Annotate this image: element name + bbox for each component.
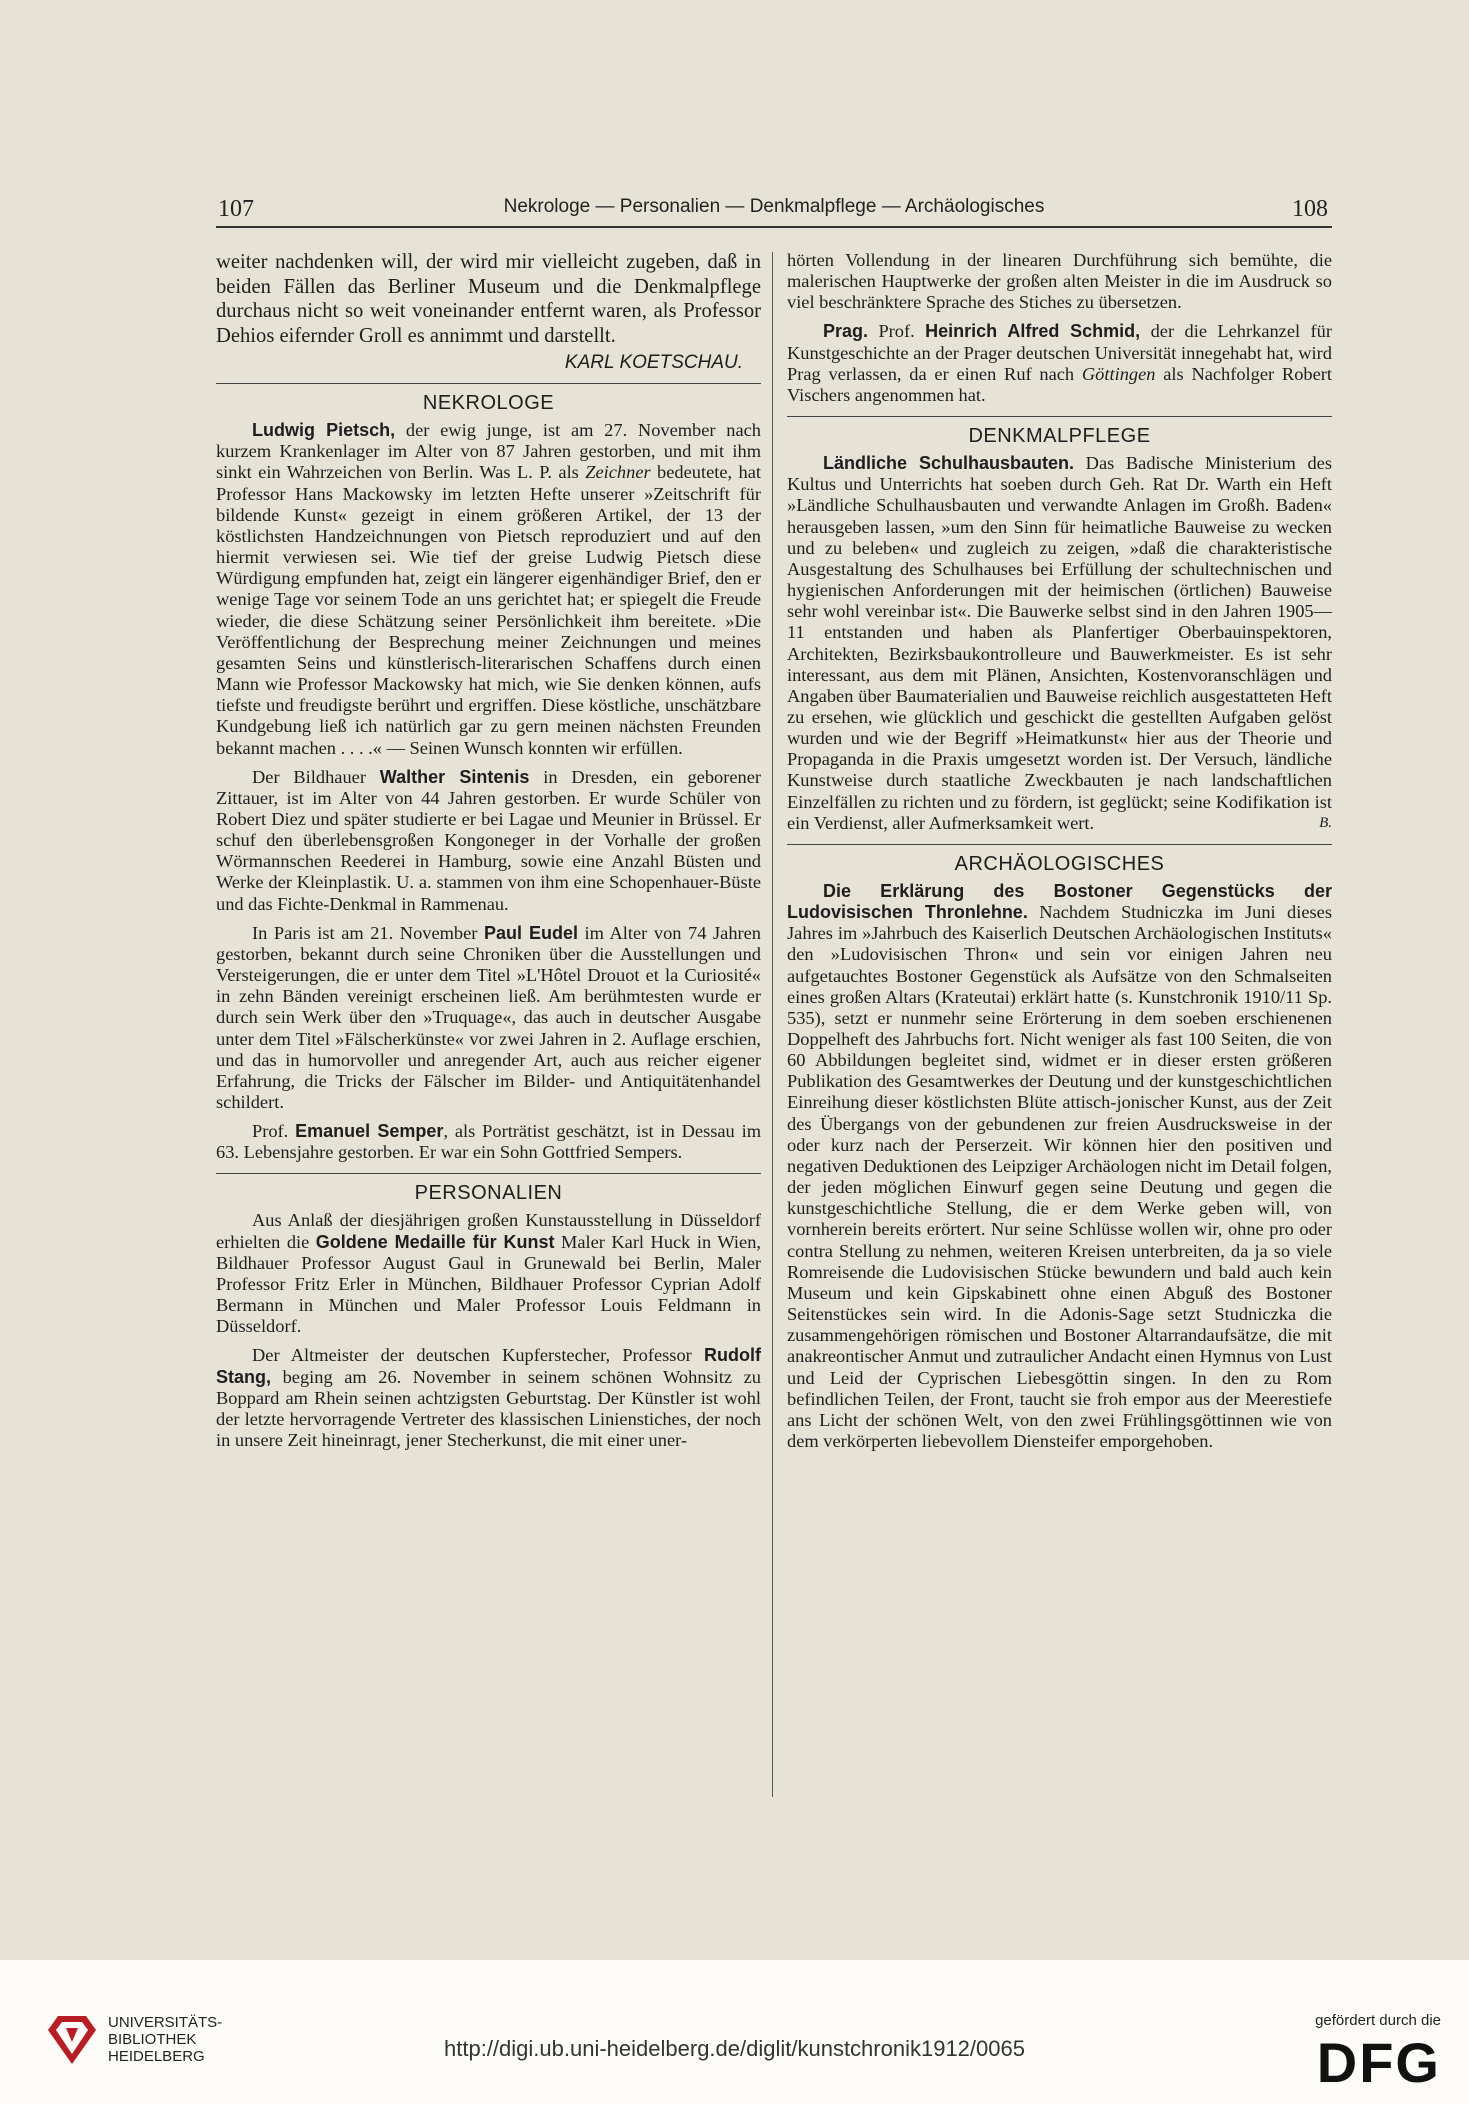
article-eudel: In Paris ist am 21. November Paul Eudel im Alter von 74 Jahren gestorben, bekannt durch seine Chroniken über die Ausstellungen und Versteigerungen, die er unter dem Titel »L'Hôtel Drouot et la Curiosité« in zehn Bänden vereinigt erscheinen ließ. Am berühmtesten wurde er durch sein Werk über den »Truquage«, das auch in deutscher Ausgabe unter dem Titel »Fälscherkünste« vor zwei Jahren in 2. Auflage erschien, und das in humorvoller und anregender Art, auch aus reicher eigener Erfahrung, die Tricks der Fälscher im Bilder- und Antiquitätenhandel schildert. <box>216 922 761 1112</box>
running-header <box>216 196 1332 228</box>
section-heading-denkmalpflege: DENKMALPFLEGE <box>787 416 1332 449</box>
place-prag: Prag. <box>823 321 869 342</box>
article-stang: Der Altmeister der deutschen Kupferstecher, Professor Rudolf Stang, beging am 26. November in seinem schönen Wohnsitz zu Boppard am Rhein seinen achtzigsten Geburtstag. Der Künstler ist wohl der letzte hervorragende Vertreter des klassischen Linienstiches, der noch in unsere Zeit hineinragt, jener Stecherkunst, die mit einer uner- <box>216 1345 761 1451</box>
intro-paragraph: weiter nachdenken will, der wird mir vielleicht zugeben, daß in beiden Fällen das Berliner Museum und die Denkmalpflege durchaus nicht so weit voneinander entfernt waren, als Professor Dehios eifernder Groll es annimmt und darstellt. <box>216 251 761 347</box>
name-eudel: Paul Eudel <box>483 922 578 943</box>
article-pietsch: Ludwig Pietsch, der ewig junge, ist am 27. November nach kurzem Krankenlager im Alter von 87 Jahren gestorben, und mit ihm sinkt ein Wahrzeichen von Berlin. Was L. P. als Zeichner bedeutete, hat Professor Hans Mackowsky im letzten Hefte unserer »Zeitschrift für bildende Kunst« gezeigt in einem größeren Artikel, der 13 der köstlichsten Handzeichnungen von Pietsch reproduziert und auf den hiermit verwiesen sei. Wie tief der greise Ludwig Pietsch diese Würdigung empfunden hat, zeigt ein längerer eigenhändiger Brief, den er wenige Tage vor seinem Tode an uns gerichtet hat; er spiegelt die Freude wieder, die diese Schätzung seiner Persönlichkeit ihm bereitete. »Die Veröffentlichung der Besprechung meiner Zeichnungen und meines gesamten Seins und künstlerisch-literarischen Schaffens durch einen Mann wie Professor Mackowsky hat mich, wie Sie denken können, aufs tiefste und freudigste berührt und ergriffen. Diese köstliche, unschätzbare Kundgebung ließ ich natürlich gar zu gern meinen nächsten Freunden bekannt machen . . . .« — Seinen Wunsch konnten wir erfüllen. <box>216 420 762 758</box>
author-signature: KARL KOETSCHAU. <box>564 352 743 373</box>
column-divider <box>772 252 773 1797</box>
page-number-right: 108 <box>1292 196 1328 222</box>
left-column <box>216 250 761 1459</box>
author-initial: B. <box>1319 814 1332 831</box>
name-semper: Emanuel Semper <box>295 1121 444 1142</box>
name-sintenis: Walther Sintenis <box>379 766 530 787</box>
dfg-logo: DFG <box>1316 2031 1441 2094</box>
article-sintenis: Der Bildhauer Walther Sintenis in Dresden, ein geborener Zittauer, ist im Alter von 44 Jahren gestorben. Er wurde Schüler von Robert Diez und später studierte er bei Lagae und Meunier in Brüssel. Er schuf den überlebensgroßen Kongoneger in der Vorhalle der großen Wörmannschen Reederei in Hamburg, sowie eine Anzahl Büsten und Werke der Kleinplastik. U. a. stammen von ihm eine Schopenhauer-Büste und das Fichte-Denkmal in Rammenau. <box>216 766 761 914</box>
article-semper: Prof. Emanuel Semper, als Porträtist geschätzt, ist in Dessau im 63. Lebensjahre gestorben. Er war ein Sohn Gottfried Sempers. <box>216 1121 762 1163</box>
page-number-left: 107 <box>218 196 254 222</box>
article-boston: Die Erklärung des Bostoner Gegenstücks der Ludovisischen Thronlehne. Nachdem Studniczka im Juni dieses Jahres im »Jahrbuch des Kaiserlich Deutschen Archäologischen Instituts« den »Ludovisischen Thron« und sein vor einigen Jahren neu aufgetauchtes Bostoner Gegenstück als Aufsätze von den Schmalseiten eines großen Altars (Krateutai) erklärt hatte (s. Kunstchronik 1910/11 Sp. 535), setzt er nunmehr seine Erörterung in dem soeben erschienenen Doppelheft des Jahrbuchs fort. Nicht weniger als fast 100 Seiten, die von 60 Abbildungen begleitet sind, widmet er in dieser ersten größeren Publikation des Gesamtwerkes der Deutung und der kunstgeschichtlichen Einreihung dieser köstlichsten Blüte attisch-jonischer Kunst, aus der Zeit des Übergangs von der gebundenen zur freien Ausdrucksweise in der oder kurz nach der Perserzeit. Wir können hier den positiven und negativen Deduktionen des Leipziger Archäologen nicht im Detail folgen, der jeden möglichen Einwurf gegen seine Deutung und gegen die kunstgeschichtliche Stellung, die er dem Werke geben will, von vornherein bereits erörtert. Nur seine Schlüsse wollen wir, ohne pro oder contra Stellung zu nehmen, weiteren Kreisen unterbreiten, da ja so viele Romreisende die Ludovisischen Stücke bewundern und bald auch kein Museum und kein Gipskabinett ohne einen Abguß des Bostoner Seitenstückes sein wird. In die Adonis-Sage setzt Studniczka die zusammengehörigen römischen und Bostoner Altarrandaufsätze, die mit anakreontischer Anmut und zutraulicher Andacht einen Hymnus von Lust und Leid der Cyprischen Liebesgöttin singen. In den zu Rom befindlichen Teilen, der Front, taucht sie froh empor aus der Meerestiefe ans Licht der schönen Welt, von den zwei Frühlingsgöttinnen wie von dem verkörperten liebevollem Diensteifer emporgehoben. <box>787 880 1332 1451</box>
name-schmid: Heinrich Alfred Schmid, <box>925 321 1141 342</box>
continuation-paragraph: hörten Vollendung in der linearen Durchführung sich bemühte, die malerischen Hauptwerke der großen alten Meister in die im Ausdruck so viel beschränktere Sprache des Stiches zu übersetzen. <box>787 250 1332 313</box>
name-stang: Rudolf Stang, <box>216 1345 761 1387</box>
article-medaille: Aus Anlaß der diesjährigen großen Kunstausstellung in Düsseldorf erhielten die Goldene Medaille für Kunst Maler Karl Huck in Wien, Bildhauer Professor August Gaul in Grunewald bei Berlin, Maler Professor Fritz Erler in München, Bildhauer Professor Cyprian Adolf Bermann in München und Maler Professor Louis Feldmann in Düsseldorf. <box>216 1210 761 1337</box>
title-boston: Die Erklärung des Bostoner Gegenstücks der Ludovisischen Thronlehne. <box>787 880 1332 923</box>
funding-label: gefördert durch die <box>1315 2012 1441 2029</box>
permalink-url[interactable]: http://digi.ub.uni-heidelberg.de/diglit/kunstchronik1912/0065 <box>444 2036 1025 2061</box>
right-column <box>787 250 1332 1460</box>
section-heading-nekrologe: NEKROLOGE <box>216 383 761 416</box>
name-medaille: Goldene Medaille für Kunst <box>315 1231 555 1252</box>
article-schulhaus: Ländliche Schulhausbauten. Das Badische Ministerium des Kultus und Unterrichts hat soeben durch Geh. Rat Dr. Warth ein Heft »Ländliche Schulhausbauten und verwandte Anlagen im Großh. Baden« herausgeben lassen, »um den Sinn für heimatliche Bauweise zu wecken und zu beleben« und zugleich zu zeigen, »daß die charakteristische Ausgestaltung des Schulhauses bei Erfüllung der schultechnischen und hygienischen Anforderungen mit der heimischen (örtlichen) Bauweise sehr wohl vereinbar ist«. Die Bauwerke selbst sind in den Jahren 1905—11 entstanden und haben als Planfertiger Oberbauinspektoren, Architekten, Bezirksbaukontrolleure und Bauwerkmeister. Es ist sehr interessant, aus dem mit Plänen, Ansichten, Kostenvoranschlägen und Angaben über Baumaterialien und Bauweise reichlich ausgestatteten Heft zu ersehen, wie glücklich und geschickt die gestellten Aufgaben gelöst wurden und wie der Begriff »Heimatkunst« hier aus der Theorie und Propaganda in die Praxis umgesetzt worden ist. Der Versuch, ländliche Kunstweise durch staatliche Zweckbauten je nach landschaftlichen Einzelfällen zu richten und zu fördern, ist geglückt; seine Kodifikation ist ein Verdienst, aller Aufmerksamkeit wert. B. <box>787 453 1332 833</box>
name-pietsch: Ludwig Pietsch, <box>252 420 396 441</box>
section-heading-personalien: PERSONALIEN <box>216 1173 761 1206</box>
library-name: UNIVERSITÄTS- BIBLIOTHEK HEIDELBERG <box>108 2014 223 2065</box>
running-title: Nekrologe — Personalien — Denkmalpflege — Archäologisches <box>503 196 1045 217</box>
title-schulhaus: Ländliche Schulhausbauten. <box>823 453 1075 474</box>
article-schmid: Prag. Prof. Heinrich Alfred Schmid, der die Lehrkanzel für Kunstgeschichte an der Prager deutschen Universität innegehabt hat, wird Prag verlassen, da er einen Ruf nach Göttingen als Nachfolger Robert Vischers angenommen hat. <box>787 321 1332 405</box>
section-heading-archaeologisches: ARCHÄOLOGISCHES <box>787 844 1332 877</box>
